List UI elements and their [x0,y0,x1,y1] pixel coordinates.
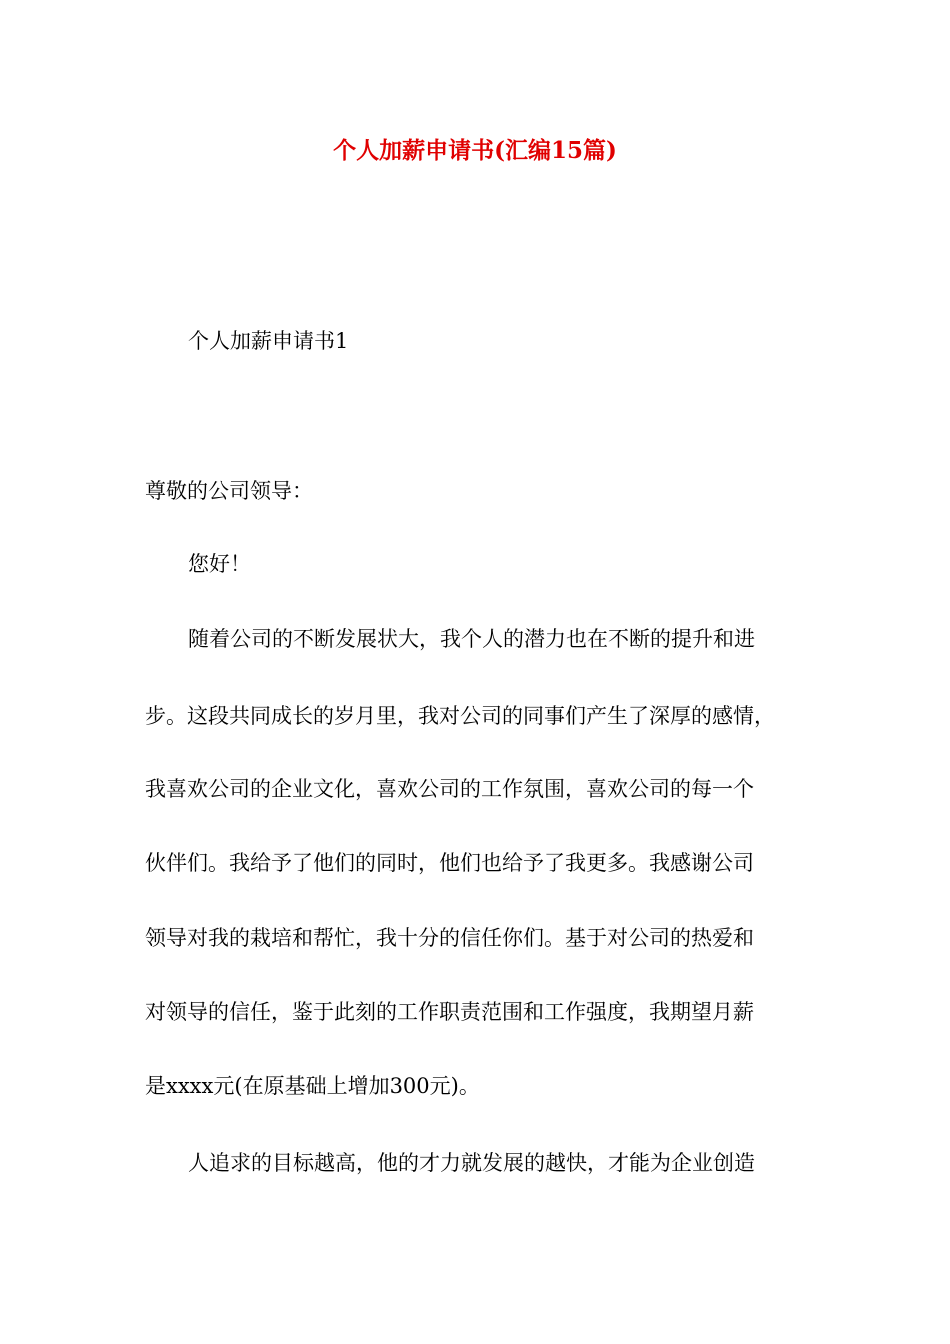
paragraph-line: 是xxxx元(在原基础上增加300元)。 [145,1074,480,1098]
document-title: 个人加薪申请书(汇编15篇) [333,137,617,164]
paragraph-line: 对领导的信任，鉴于此刻的工作职责范围和工作强度，我期望月薪 [145,1000,754,1024]
salutation: 尊敬的公司领导： [145,479,313,503]
paragraph-line: 步。这段共同成长的岁月里，我对公司的同事们产生了深厚的感情， [145,704,775,728]
paragraph-line: 人追求的目标越高，他的才力就发展的越快，才能为企业创造 [188,1151,755,1175]
paragraph-line: 领导对我的栽培和帮忙，我十分的信任你们。基于对公司的热爱和 [145,926,754,950]
paragraph-line: 伙伴们。我给予了他们的同时，他们也给予了我更多。我感谢公司 [145,851,754,875]
greeting: 您好！ [188,552,251,576]
paragraph-line: 我喜欢公司的企业文化，喜欢公司的工作氛围，喜欢公司的每一个 [145,777,754,801]
section-heading: 个人加薪申请书1 [188,329,349,353]
paragraph-line: 随着公司的不断发展状大，我个人的潜力也在不断的提升和进 [188,627,755,651]
